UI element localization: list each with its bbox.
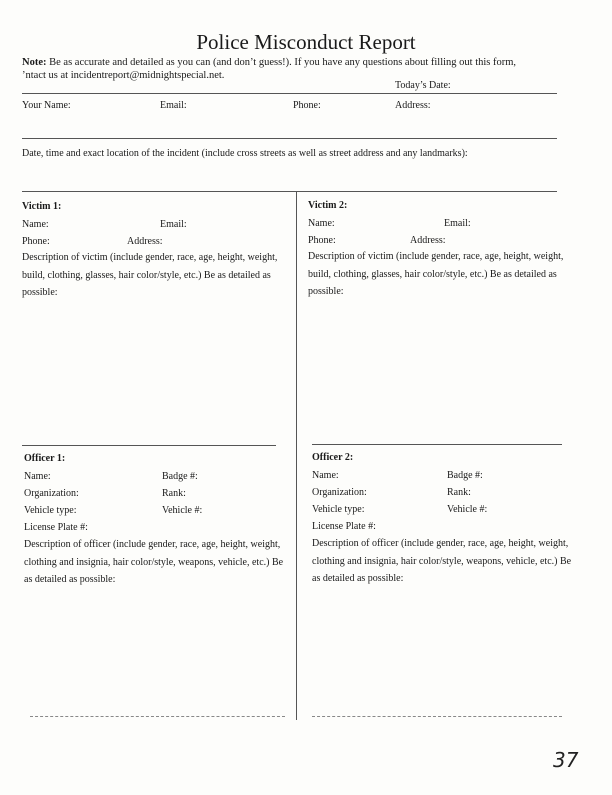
officer-1-vehicle-number-label: Vehicle #: xyxy=(162,505,203,516)
victim-1-email-label: Email: xyxy=(160,219,187,230)
column-divider xyxy=(296,192,297,720)
phone-label: Phone: xyxy=(293,100,321,111)
page-title: Police Misconduct Report xyxy=(196,30,416,54)
officer-2-description-label: Description of officer (include gender, race, age, height, weight, clothing and insignia, hair color/style, weapons, vehicle, etc.) Be as detailed as possible: xyxy=(312,538,572,584)
officer-2-vehicle-type-label: Vehicle type: xyxy=(312,504,365,515)
incident-label: Date, time and exact location of the incident (include cross streets as well as street address and any landmarks): xyxy=(22,148,468,159)
address-label: Address: xyxy=(395,100,431,111)
officer-1-rank-label: Rank: xyxy=(162,488,186,499)
victim-2-phone-label: Phone: xyxy=(308,235,336,246)
bottom-line-left xyxy=(30,716,285,717)
divider-top xyxy=(22,93,557,94)
victim-1-heading: Victim 1: xyxy=(22,201,62,212)
officer-2-organization-label: Organization: xyxy=(312,487,367,498)
your-name-label: Your Name: xyxy=(22,100,71,111)
officer-2-vehicle-number-label: Vehicle #: xyxy=(447,504,488,515)
victim-1-name-label: Name: xyxy=(22,219,49,230)
victim-2-address-label: Address: xyxy=(410,235,446,246)
victim-1-address-label: Address: xyxy=(127,236,163,247)
officer-2-license-label: License Plate #: xyxy=(312,521,376,532)
victim-1-description-label: Description of victim (include gender, race, age, height, weight, build, clothing, glasses, hair color/style, etc.) Be as detailed as possible: xyxy=(22,252,278,298)
victim-2-name-label: Name: xyxy=(308,218,335,229)
note-line-2: ʼntact us at incidentreport@midnightspecial.net. xyxy=(22,70,225,81)
divider-incident xyxy=(22,138,557,139)
officer-2-name-label: Name: xyxy=(312,470,339,481)
officer-1-vehicle-type-label: Vehicle type: xyxy=(24,505,77,516)
officer-2-rank-label: Rank: xyxy=(447,487,471,498)
officer-1-organization-label: Organization: xyxy=(24,488,79,499)
officer-1-heading: Officer 1: xyxy=(24,453,66,464)
officer-1-name-label: Name: xyxy=(24,471,51,482)
victim-2-heading: Victim 2: xyxy=(308,200,348,211)
note-line-1: Be as accurate and detailed as you can (and don’t guess!). If you have any questions about filling out this form, xyxy=(46,57,517,68)
todays-date-label: Today’s Date: xyxy=(395,80,451,91)
victim-1-phone-label: Phone: xyxy=(22,236,50,247)
page-number: 37 xyxy=(553,748,579,772)
officer-2-badge-label: Badge #: xyxy=(447,470,483,481)
officer-1-badge-label: Badge #: xyxy=(162,471,198,482)
victim-2-description-label: Description of victim (include gender, race, age, height, weight, build, clothing, glasses, hair color/style, etc.) Be as detailed as possible: xyxy=(308,251,564,297)
note-label: Note: xyxy=(22,57,47,68)
bottom-line-right xyxy=(312,716,562,717)
victim-2-email-label: Email: xyxy=(444,218,471,229)
officer-1-description-label: Description of officer (include gender, race, age, height, weight, clothing and insignia, hair color/style, weapons, vehicle, etc.) Be as detailed as possible: xyxy=(24,539,284,585)
officer-1-license-label: License Plate #: xyxy=(24,522,88,533)
officer-2-heading: Officer 2: xyxy=(312,452,354,463)
email-label: Email: xyxy=(160,100,187,111)
divider-victims xyxy=(22,191,557,192)
divider-officer-2 xyxy=(312,444,562,445)
note-text xyxy=(22,56,516,82)
divider-officer-1 xyxy=(22,445,276,446)
